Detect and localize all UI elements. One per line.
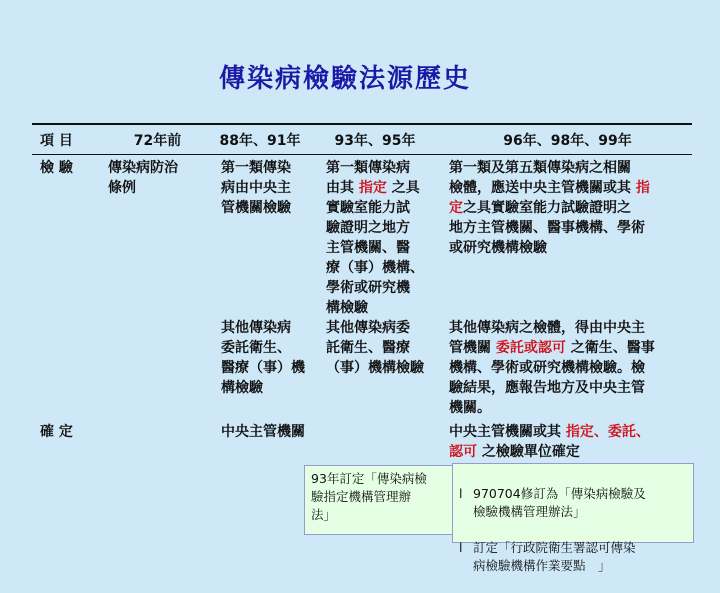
header-96-99: 96年、98年、99年 [503,133,632,149]
cell-88-test-other: 其他傳染病 委託衛生、 醫療（事）機 構檢驗 [221,320,305,396]
row-label-test: 檢 驗 [40,160,73,176]
cell-96-confirm-rest: 之檢驗單位確定 [477,444,580,460]
cell-96-confirm [449,422,650,462]
cell-93-test-other: 其他傳染病委 託衛生、醫療 （事）機構檢驗 [326,320,424,376]
highlight-commission-approve: 委託或認可 [495,340,566,356]
header-item: 項 目 [40,133,73,149]
cell-96-test-class1 [449,158,650,258]
note-right-text-2: 訂定「行政院衛生署認可傳染 病檢驗機構作業要點 」 [473,540,636,573]
bullet-icon: l [459,486,463,501]
cell-96-confirm-text: 中央主管機關或其 [449,424,566,440]
cell-93-test-class1 [326,158,424,318]
header-72: 72年前 [133,133,182,149]
table-top-rule [32,123,692,125]
cell-88-test-class1: 第一類傳染 病由中央主 管機關檢驗 [221,160,291,216]
header-93-95: 93年、95年 [334,133,416,149]
note-right-item-2 [459,539,687,575]
note-right-text-1: 970704修訂為「傳染病檢驗及 檢驗機構管理辦法」 [473,486,646,519]
note-96-right [452,463,694,573]
page-title: 傳染病檢驗法源歷史 [218,64,471,94]
note-93: 93年訂定「傳染病檢 驗指定機構管理辦 法」 [304,465,456,535]
highlight-designated: 指定 [358,180,387,196]
header-88-91: 88年、91年 [219,133,301,149]
cell-96-test-class1-text: 第一類及第五類傳染病之相關 檢體，應送中央主管機關或其 [449,160,631,196]
cell-96-test-other-rest: 之衛生、醫事 機構、學術或研究機構檢驗。檢 驗結果，應報告地方及中央主管 機關。 [449,340,655,416]
highlight-designate-commission-approve: 指定、委託、 認可 [449,424,650,460]
header-bottom-rule [32,154,692,155]
cell-72-test: 傳染病防治 條例 [108,160,178,196]
row-label-confirm: 確 定 [40,424,73,440]
highlight-designated-96: 指 定 [449,180,650,216]
cell-88-confirm: 中央主管機關 [221,424,305,440]
cell-96-test-other [449,318,655,418]
note-right-item-1 [459,485,687,521]
cell-96-test-class1-rest: 之具實驗室能力試驗證明之 地方主管機關、醫事機構、學術 或研究機構檢驗 [449,200,645,256]
cell-96-test-other-text: 其他傳染病之檢體，得由中央主 管機關 [449,320,645,356]
cell-93-test-class1-text: 第一類傳染病 由其 [326,160,410,196]
cell-93-test-class1-rest: 之具 實驗室能力試 驗證明之地方 主管機關、醫 療（事）機構、 學術或研究機 構檢驗 [326,180,424,316]
bullet-icon: l [459,540,463,555]
